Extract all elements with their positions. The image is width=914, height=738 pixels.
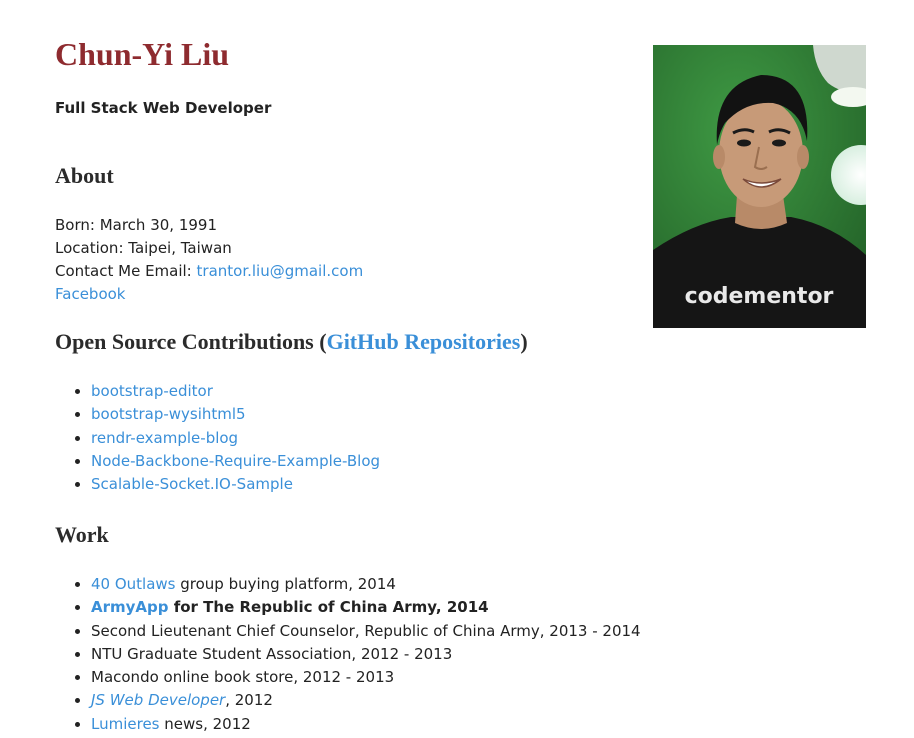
work-link[interactable]: 40 Outlaws [91, 575, 176, 593]
repo-link[interactable]: bootstrap-editor [91, 382, 213, 400]
work-list [55, 573, 641, 736]
open-source-list [55, 380, 380, 496]
work-item-text: Second Lieutenant Chief Counselor, Republic of China Army, 2013 - 2014 [91, 621, 641, 640]
work-heading: Work [55, 522, 109, 547]
facebook-link[interactable]: Facebook [55, 285, 126, 303]
profile-photo-illustration [653, 45, 866, 328]
work-item-text: , 2012 [225, 691, 273, 710]
work-item-text: for The Republic of China Army, 2014 [168, 598, 489, 617]
job-title: Full Stack Web Developer [55, 99, 272, 117]
email-link[interactable]: trantor.liu@gmail.com [196, 262, 364, 280]
list-item [91, 666, 641, 689]
shirt-logo-text: codementor [684, 284, 834, 309]
list-item [91, 403, 380, 426]
work-item-text: group buying platform, 2014 [175, 575, 396, 593]
facebook-row [55, 283, 125, 306]
list-item [91, 450, 380, 473]
open-source-heading [55, 329, 528, 355]
contact-email-row [55, 260, 363, 283]
repo-link[interactable]: bootstrap-wysihtml5 [91, 405, 246, 424]
list-item [91, 473, 380, 496]
profile-photo [653, 45, 866, 328]
list-item [91, 427, 380, 450]
list-item [91, 573, 641, 596]
list-item [91, 689, 641, 712]
page-title: Chun-Yi Liu [55, 36, 229, 72]
github-repositories-link[interactable]: GitHub Repositories [326, 329, 521, 354]
work-link[interactable]: ArmyApp [91, 598, 169, 617]
location-text: Location: Taipei, Taiwan [55, 239, 232, 257]
repo-link[interactable]: Node-Backbone-Require-Example-Blog [91, 451, 381, 470]
open-source-heading-suffix: ) [520, 329, 528, 354]
list-item [91, 620, 641, 643]
work-item-text: NTU Graduate Student Association, 2012 - 2013 [91, 644, 453, 663]
work-item-text: Macondo online book store, 2012 - 2013 [91, 668, 395, 687]
contact-email-label: Contact Me Email: [55, 262, 197, 280]
open-source-heading-prefix: Open Source Contributions ( [55, 329, 327, 354]
born-text: Born: March 30, 1991 [55, 216, 217, 234]
list-item [91, 380, 380, 403]
list-item [91, 713, 641, 736]
work-item-text: news, 2012 [159, 714, 251, 733]
repo-link[interactable]: rendr-example-blog [91, 428, 239, 447]
work-link[interactable]: Lumieres [91, 714, 160, 733]
list-item [91, 643, 641, 666]
repo-link[interactable]: Scalable-Socket.IO-Sample [91, 475, 293, 494]
about-heading: About [55, 163, 114, 188]
work-link[interactable]: JS Web Developer [91, 691, 226, 710]
list-item [91, 596, 641, 619]
